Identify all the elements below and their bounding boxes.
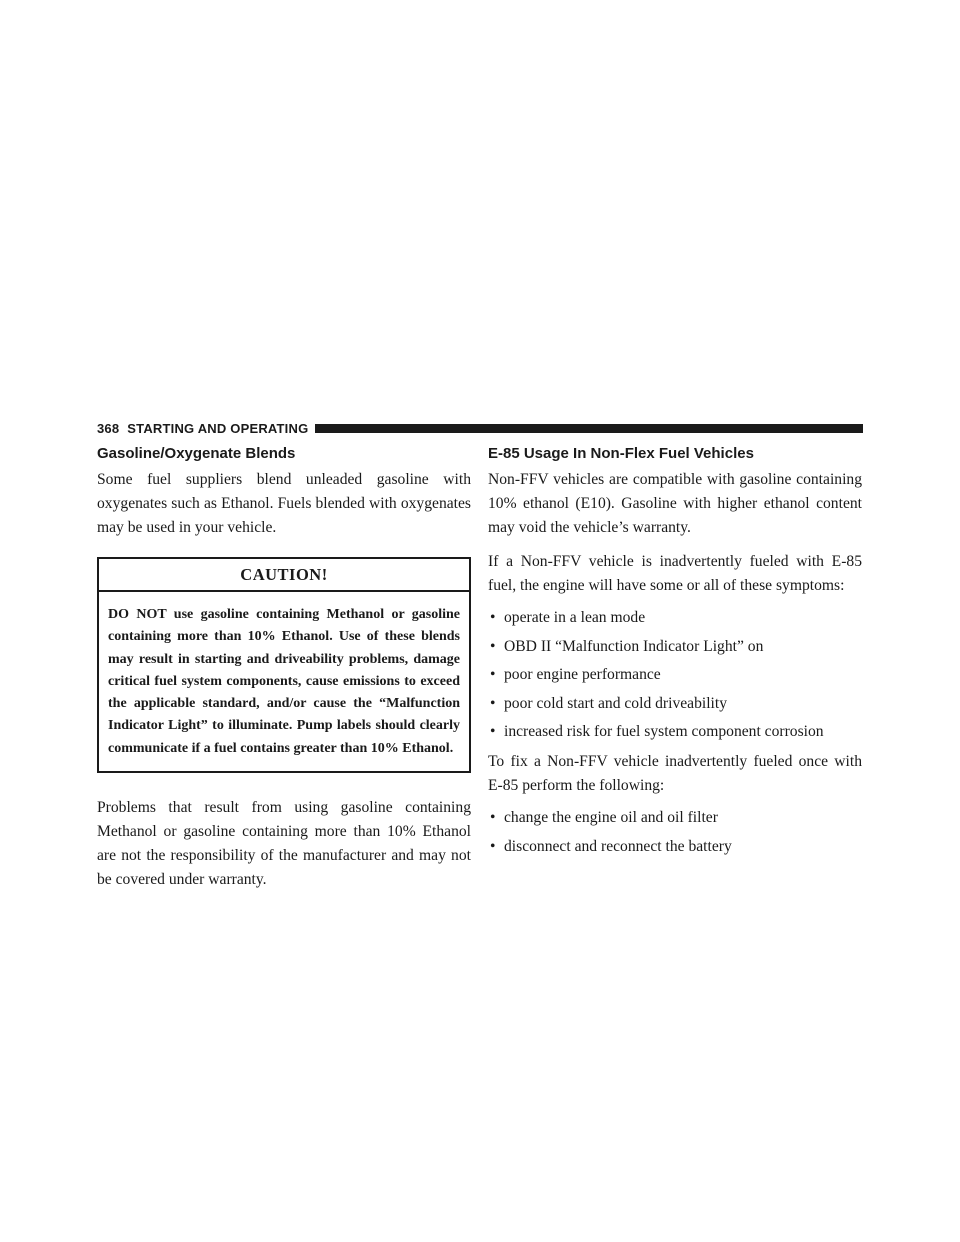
- list-item: • operate in a lean mode: [488, 606, 862, 630]
- caution-title: CAUTION!: [99, 559, 469, 592]
- heading-gasoline-oxygenate-blends: Gasoline/Oxygenate Blends: [97, 445, 296, 462]
- right-column: [488, 444, 862, 863]
- section-title: STARTING AND OPERATING: [127, 420, 309, 436]
- list-item: • poor engine performance: [488, 663, 862, 687]
- list-item: • OBD II “Malfunction Indicator Light” on: [488, 635, 862, 659]
- list-item: • disconnect and reconnect the battery: [488, 835, 862, 859]
- fix-list: [488, 806, 862, 859]
- bullet-icon: •: [490, 609, 496, 626]
- symptoms-list: [488, 606, 862, 744]
- left-column: [97, 444, 471, 892]
- header-rule: [315, 424, 863, 433]
- caution-box: [97, 557, 471, 773]
- bullet-icon: •: [490, 637, 496, 655]
- bullet-icon: •: [490, 837, 496, 855]
- symptoms-intro-paragraph: If a Non-FFV vehicle is inadvertently fueled with E-85 fuel, the engine will have some or all of these symptoms:: [488, 553, 862, 594]
- compatibility-paragraph: Non-FFV vehicles are compatible with gasoline containing 10% ethanol (E10). Gasoline with higher ethanol content may void the vehicle’s warranty.: [488, 471, 862, 536]
- page-header: [97, 420, 863, 436]
- list-item: • increased risk for fuel system component corrosion: [488, 720, 862, 744]
- bullet-icon: •: [490, 723, 496, 740]
- intro-paragraph: Some fuel suppliers blend unleaded gasoline with oxygenates such as Ethanol. Fuels blended with oxygenates may be used in your vehicle.: [97, 471, 471, 536]
- bullet-icon: •: [490, 666, 496, 683]
- page-number: 368: [97, 420, 120, 436]
- bullet-icon: •: [490, 809, 496, 826]
- bullet-icon: •: [490, 694, 496, 712]
- list-item: • change the engine oil and oil filter: [488, 806, 862, 830]
- heading-e85-usage: E-85 Usage In Non-Flex Fuel Vehicles: [488, 445, 754, 462]
- fix-intro-paragraph: To fix a Non-FFV vehicle inadvertently fueled once with E-85 perform the following:: [488, 753, 862, 794]
- warranty-paragraph: Problems that result from using gasoline containing Methanol or gasoline containing more than 10% Ethanol are not the responsibility of the manufacturer and may not be covered under warranty.: [97, 799, 471, 889]
- caution-text: DO NOT use gasoline containing Methanol or gasoline containing more than 10% Ethanol. Use of these blends may result in starting and driveability problems, damage critical fuel system components, cause emissions to exceed the applicable standard, and/or cause the “Malfunction Indicator Light” to illuminate. Pump labels should clearly communicate if a fuel contains greater than 10% Ethanol.: [108, 607, 460, 756]
- list-item: • poor cold start and cold driveability: [488, 692, 862, 716]
